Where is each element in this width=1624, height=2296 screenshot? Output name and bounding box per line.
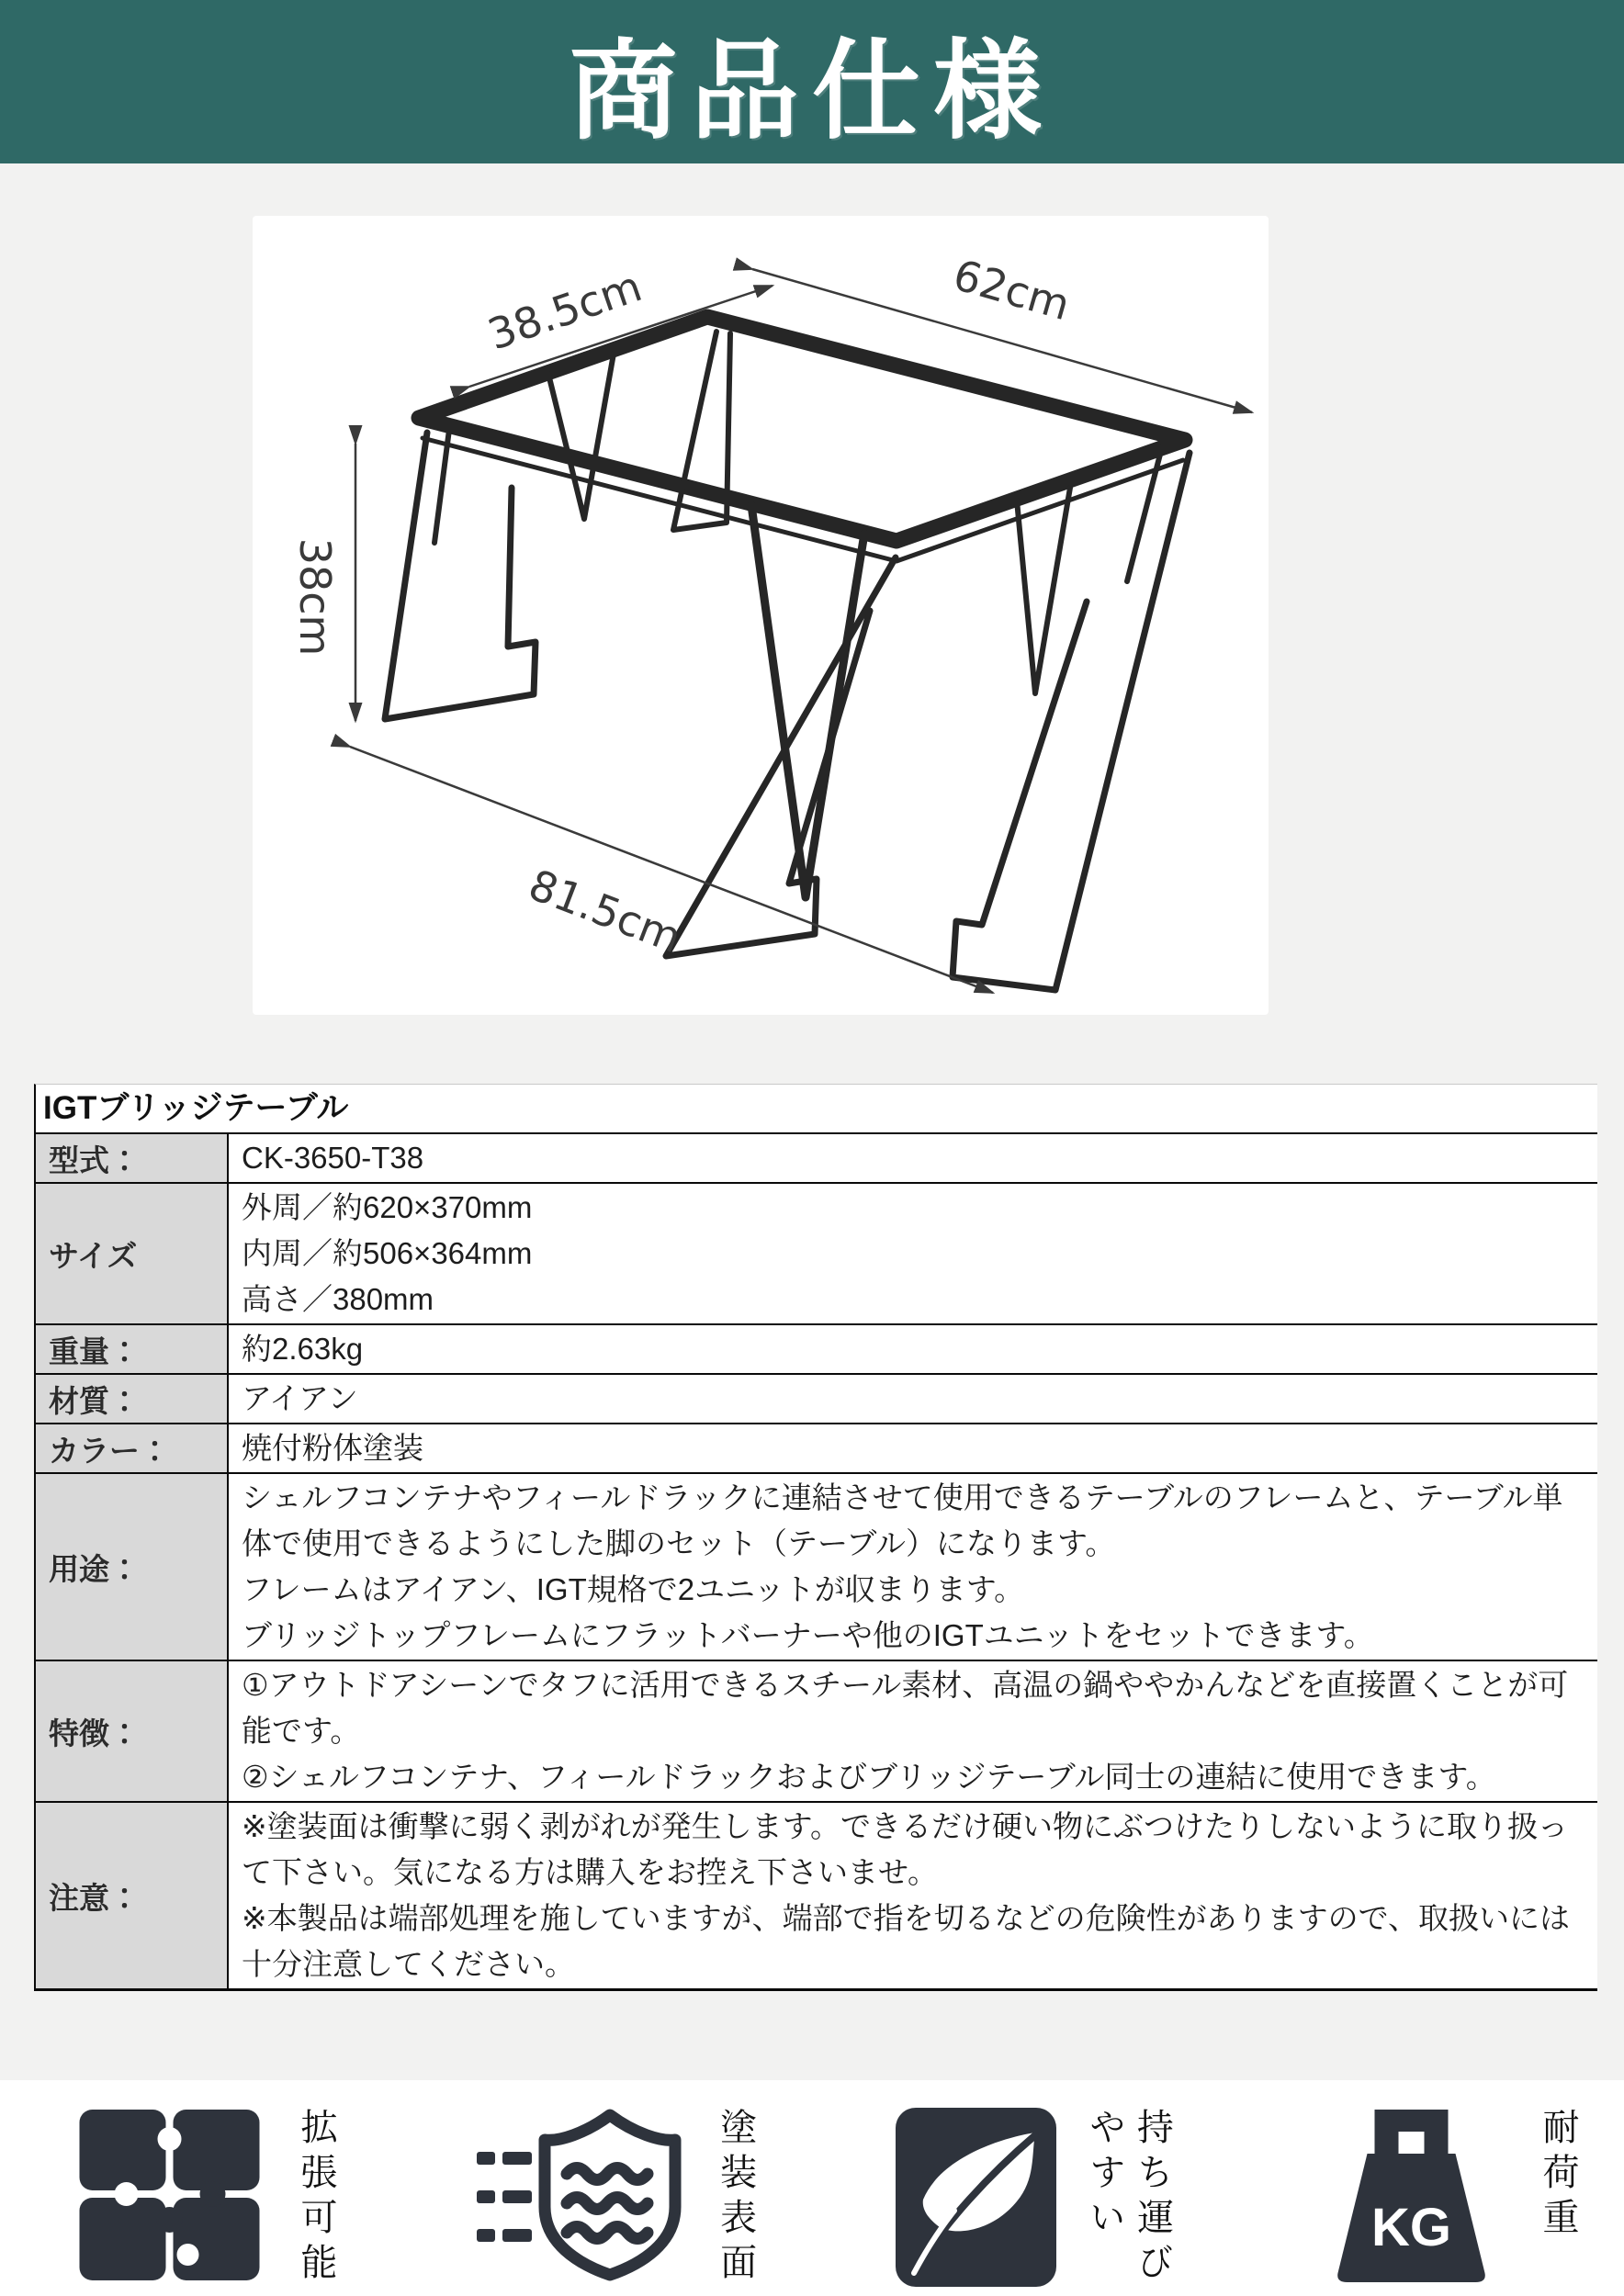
spec-row-feature bbox=[36, 1660, 1597, 1801]
spec-value-line: 約2.63kg bbox=[242, 1332, 364, 1366]
body-background bbox=[0, 163, 1624, 2080]
dimension-label-side: 38.5cm bbox=[481, 261, 648, 360]
spec-value bbox=[229, 1474, 1597, 1660]
spec-label: 注意： bbox=[36, 1803, 229, 1988]
spec-value-line: ②シェルフコンテナ、フィールドラックおよびブリッジテーブル同士の連結に使用できます。 bbox=[242, 1760, 1496, 1794]
spec-row-caution bbox=[36, 1801, 1597, 1988]
spec-table-title: IGTブリッジテーブル bbox=[36, 1085, 1597, 1132]
spec-value-line: 内周／約506×364mm bbox=[242, 1236, 533, 1270]
feature-label: 持ち運びやすい bbox=[1084, 2108, 1173, 2288]
spec-table bbox=[34, 1084, 1597, 1991]
spec-value-line: 焼付粉体塗装 bbox=[242, 1431, 423, 1465]
weight-kg-icon bbox=[1313, 2108, 1510, 2287]
dimension-labels bbox=[290, 250, 1076, 962]
spec-label: 型式： bbox=[36, 1134, 229, 1182]
feature-row bbox=[71, 2108, 1582, 2291]
spec-value bbox=[229, 1184, 1597, 1323]
table-frame bbox=[385, 317, 1190, 990]
spec-value bbox=[229, 1375, 1597, 1423]
spec-label: 重量： bbox=[36, 1325, 229, 1373]
feature-strip bbox=[0, 2080, 1624, 2296]
shield-wave-icon bbox=[477, 2108, 688, 2282]
dimension-label-diagonal: 81.5cm bbox=[522, 859, 688, 963]
puzzle-icon bbox=[71, 2108, 268, 2282]
spec-value bbox=[229, 1134, 1597, 1182]
spec-value bbox=[229, 1803, 1597, 1988]
spec-value-line: ①アウトドアシーンでタフに活用できるスチール素材、高温の鍋ややかんなどを直接置くことが可能です。 bbox=[242, 1668, 1569, 1748]
spec-label: カラー： bbox=[36, 1424, 229, 1472]
dimension-label-front: 62cm bbox=[948, 249, 1076, 331]
spec-value bbox=[229, 1325, 1597, 1373]
spec-row-material bbox=[36, 1373, 1597, 1423]
feature-expandable bbox=[71, 2108, 340, 2291]
spec-value bbox=[229, 1424, 1597, 1472]
kg-badge: KG bbox=[1370, 2198, 1451, 2257]
spec-value bbox=[229, 1661, 1597, 1801]
spec-row-weight bbox=[36, 1323, 1597, 1373]
feature-portable bbox=[896, 2108, 1176, 2291]
spec-value-line: CK-3650-T38 bbox=[242, 1141, 424, 1175]
product-image-box bbox=[253, 216, 1269, 1015]
dimension-label-height: 38cm bbox=[290, 537, 340, 657]
spec-row-color bbox=[36, 1423, 1597, 1472]
spec-row-model bbox=[36, 1132, 1597, 1182]
spec-value-line: シェルフコンテナやフィールドラックに連結させて使用できるテーブルのフレームと、テーブル単体で使用できるようにした脚のセット（テーブル）になります。 bbox=[242, 1480, 1563, 1560]
spec-label: 特徴： bbox=[36, 1661, 229, 1801]
feature-label: 拡張可能 bbox=[296, 2108, 336, 2288]
banner bbox=[0, 0, 1624, 163]
feature-label: 塗装表面 bbox=[715, 2108, 756, 2288]
spec-label: 用途： bbox=[36, 1474, 229, 1660]
spec-value-line: 外周／約620×370mm bbox=[242, 1190, 533, 1224]
feature-label: 耐荷重 bbox=[1537, 2108, 1578, 2243]
spec-value-line: ※本製品は端部処理を施していますが、端部で指を切るなどの危険性がありますので、取扱いには十分注意してください。 bbox=[242, 1901, 1570, 1981]
spec-label: 材質： bbox=[36, 1375, 229, 1423]
spec-value-line: 高さ／380mm bbox=[242, 1282, 434, 1316]
spec-value-line: フレームはアイアン、IGT規格で2ユニットが収まります。 bbox=[242, 1572, 1025, 1606]
spec-value-line: ブリッジトップフレームにフラットバーナーや他のIGTユニットをセットできます。 bbox=[242, 1618, 1374, 1652]
spec-row-size bbox=[36, 1182, 1597, 1323]
feather-icon bbox=[896, 2108, 1056, 2287]
spec-value-line: アイアン bbox=[242, 1381, 358, 1415]
page-title: 商品仕様 bbox=[569, 31, 1054, 152]
spec-row-use bbox=[36, 1472, 1597, 1660]
product-line-drawing bbox=[253, 216, 1269, 1015]
spec-value-line: ※塗装面は衝撃に弱く剥がれが発生します。できるだけ硬い物にぶつけたりしないように取り扱って下さい。気になる方は購入をお控え下さいませ。 bbox=[242, 1809, 1569, 1889]
feature-coated-surface bbox=[477, 2108, 760, 2291]
feature-load-capacity bbox=[1313, 2108, 1582, 2291]
spec-label: サイズ bbox=[36, 1184, 229, 1323]
